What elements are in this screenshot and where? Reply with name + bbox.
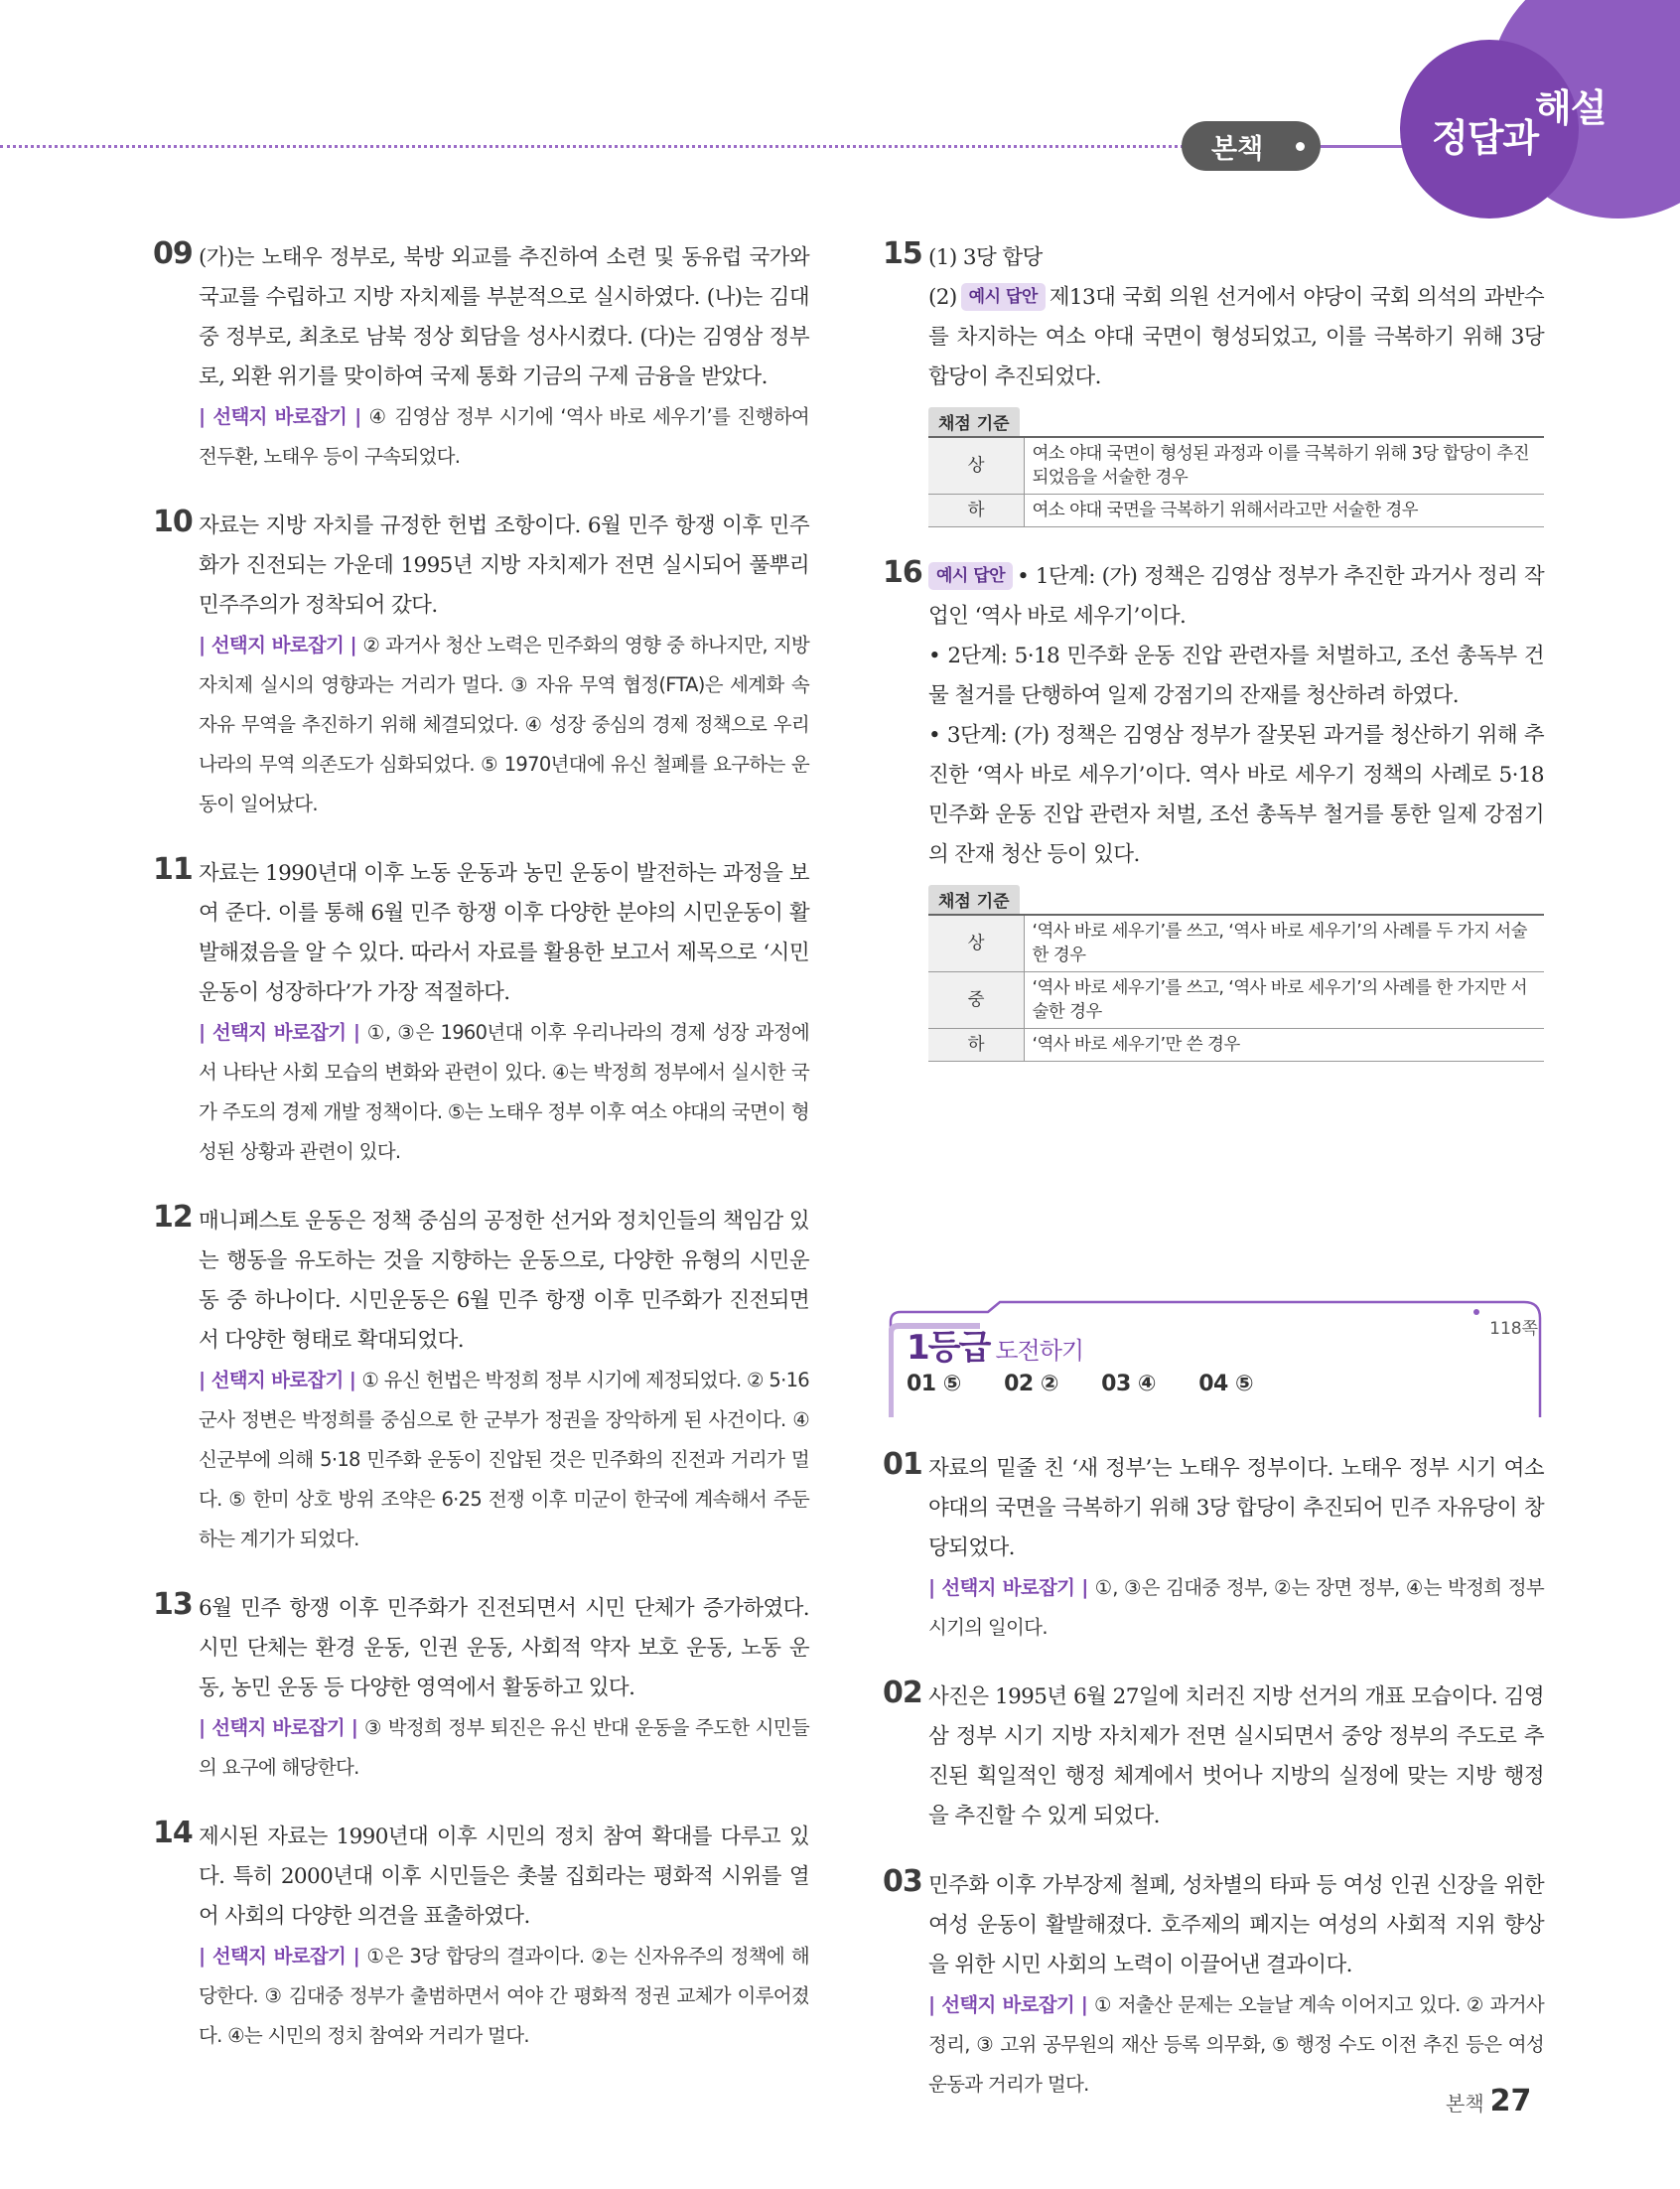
explanation-text: (가)는 노태우 정부로, 북방 외교를 추진하여 소련 및 동유럽 국가와 국교를 수립하고 지방 자치제를 부분적으로 실시하였다. (나)는 김대중 정부로, 최초로 남북 정상 회담을 성사시켰다. (다)는 김영삼 정부로, 외환 위기를 맞이하여 국제 통화 기금의 구제 금융을 받았다.: [199, 245, 809, 389]
grade-answer: 01 ⑤: [907, 1372, 961, 1396]
grade-title: [907, 1320, 1083, 1369]
footer-book-label: 본책: [1446, 2092, 1484, 2116]
answer-part-2-prefix: (2): [928, 285, 957, 310]
question-number: 09: [153, 236, 193, 271]
choice-correction: | 선택지 바로잡기 | ③ 박정희 정부 퇴진은 유신 반대 운동을 주도한 시민들의 요구에 해당한다.: [199, 1716, 809, 1779]
grade-answer: 02 ②: [1004, 1372, 1058, 1396]
choice-correction-label: 선택지 바로잡기: [210, 1369, 344, 1391]
grade-answer: 04 ⑤: [1198, 1372, 1254, 1396]
right-column: [883, 236, 1544, 2134]
grade-question-02: [883, 1676, 1544, 1836]
choice-correction: | 선택지 바로잡기 | ①은 3당 합당의 결과이다. ②는 신자유주의 정책에 해당한다. ③ 김대중 정부가 출범하면서 여야 간 평화적 정권 교체가 이루어졌다. ④는 시민의 정치 참여와 거리가 멀다.: [199, 1945, 809, 2047]
question-number: 13: [153, 1587, 193, 1622]
score-criterion: ‘역사 바로 세우기’를 쓰고, ‘역사 바로 세우기’의 사례를 두 가지 서술한 경우: [1024, 915, 1544, 972]
page-number: 27: [1489, 2084, 1532, 2118]
explanation-text: 매니페스토 운동은 정책 중심의 공정한 선거와 정치인들의 책임감 있는 행동을 유도하는 것을 지향하는 운동으로, 다양한 유형의 시민운동 중 하나이다. 시민운동은 6월 민주 항쟁 이후 민주화가 진전되면서 다양한 형태로 확대되었다.: [199, 1209, 809, 1353]
question-11: [153, 852, 809, 1172]
question-number: 02: [883, 1676, 922, 1710]
table-row: [928, 437, 1544, 495]
choice-correction-text: ①, ③은 김대중 정부, ②는 장면 정부, ④는 박정희 정부 시기의 일이다.: [928, 1576, 1544, 1639]
choice-correction: | 선택지 바로잡기 | ① 저출산 문제는 오늘날 계속 이어지고 있다. ② 과거사 정리, ③ 고위 공무원의 재산 등록 의무화, ⑤ 행정 수도 이전 추진 등은 여성 운동과 거리가 멀다.: [928, 1993, 1544, 2096]
score-criterion: ‘역사 바로 세우기’만 쓴 경우: [1024, 1029, 1544, 1062]
answer-part-2: [928, 278, 1544, 397]
grade-challenge-box: [889, 1300, 1544, 1419]
choice-correction-label: 선택지 바로잡기: [211, 1021, 347, 1044]
question-15: [883, 236, 1544, 527]
answer-part-1: (1) 3당 합당: [928, 245, 1043, 270]
choice-correction-text: ② 과거사 청산 노력은 민주화의 영향 중 하나지만, 지방 자치제 실시의 영향과는 거리가 멀다. ③ 자유 무역 협정(FTA)은 세계화 속 자유 무역을 추진하기 위해 체결되었다. ④ 성장 중심의 경제 정책으로 우리나라의 무역 의존도가 심화되었다. ⑤ 1970년대에 유신 철폐를 요구하는 운동이 일어났다.: [199, 634, 809, 815]
grade-question-01: [883, 1447, 1544, 1648]
score-criterion: 여소 야대 국면이 형성된 과정과 이를 극복하기 위해 3당 합당이 추진되었음을 서술한 경우: [1024, 437, 1544, 495]
grade-answer-list: [907, 1372, 1289, 1396]
choice-correction-text: ① 유신 헌법은 박정희 정부 시기에 제정되었다. ② 5·16 군사 정변은 박정희를 중심으로 한 군부가 정권을 장악하게 된 사건이다. ④ 신군부에 의해 5·18 민주화 운동이 진압된 것은 민주화의 진전과 거리가 멀다. ⑤ 한미 상호 방위 조약은 6·25 전쟁 이후 미군이 한국에 계속해서 주둔하는 계기가 되었다.: [199, 1369, 809, 1550]
question-number: 15: [883, 236, 922, 271]
score-criterion: 여소 야대 국면을 극복하기 위해서라고만 서술한 경우: [1024, 495, 1544, 527]
header-solid-rule: [1321, 145, 1410, 148]
score-level: 하: [928, 1029, 1024, 1062]
question-14: [153, 1816, 809, 2056]
header-dotted-rule: [0, 145, 1201, 148]
scoring-table-title: 채점 기준: [928, 407, 1020, 436]
choice-correction-text: ④ 김영삼 정부 시기에 ‘역사 바로 세우기’를 진행하여 전두환, 노태우 등이 구속되었다.: [199, 405, 809, 468]
choice-correction: | 선택지 바로잡기 | ① 유신 헌법은 박정희 정부 시기에 제정되었다. ② 5·16 군사 정변은 박정희를 중심으로 한 군부가 정권을 장악하게 된 사건이다. ④ 신군부에 의해 5·18 민주화 운동이 진압된 것은 민주화의 진전과 거리가 멀다. ⑤ 한미 상호 방위 조약은 6·25 전쟁 이후 미군이 한국에 계속해서 주둔하는 계기가 되었다.: [199, 1369, 809, 1550]
choice-correction-text: ① 저출산 문제는 오늘날 계속 이어지고 있다. ② 과거사 정리, ③ 고위 공무원의 재산 등록 의무화, ⑤ 행정 수도 이전 추진 등은 여성 운동과 거리가 멀다.: [928, 1993, 1544, 2096]
answer-step-1-text: • 1단계: (가) 정책은 김영삼 정부가 추진한 과거사 정리 작업인 ‘역사 바로 세우기’이다.: [928, 564, 1544, 629]
choice-correction: | 선택지 바로잡기 | ② 과거사 청산 노력은 민주화의 영향 중 하나지만, 지방 자치제 실시의 영향과는 거리가 멀다. ③ 자유 무역 협정(FTA)은 세계화 속 자유 무역을 추진하기 위해 체결되었다. ④ 성장 중심의 경제 정책으로 우리나라의 무역 의존도가 심화되었다. ⑤ 1970년대에 유신 철폐를 요구하는 운동이 일어났다.: [199, 634, 809, 815]
score-level: 중: [928, 972, 1024, 1029]
choice-correction: | 선택지 바로잡기 | ④ 김영삼 정부 시기에 ‘역사 바로 세우기’를 진행하여 전두환, 노태우 등이 구속되었다.: [199, 405, 809, 468]
table-row: [928, 495, 1544, 527]
choice-correction: | 선택지 바로잡기 | ①, ③은 김대중 정부, ②는 장면 정부, ④는 박정희 정부 시기의 일이다.: [928, 1576, 1544, 1639]
choice-correction-label: 선택지 바로잡기: [210, 634, 345, 657]
question-number: 12: [153, 1200, 193, 1235]
question-10: [153, 505, 809, 824]
scoring-table-title: 채점 기준: [928, 885, 1020, 914]
question-number: 10: [153, 505, 193, 539]
explanation-text: 자료의 밑줄 친 ‘새 정부’는 노태우 정부이다. 노태우 정부 시기 여소 야대의 국면을 극복하기 위해 3당 합당이 추진되어 민주 자유당이 창당되었다.: [928, 1456, 1544, 1560]
choice-correction-text: ①은 3당 합당의 결과이다. ②는 신자유주의 정책에 해당한다. ③ 김대중 정부가 출범하면서 여야 간 평화적 정권 교체가 이루어졌다. ④는 시민의 정치 참여와 거리가 멀다.: [199, 1945, 809, 2047]
table-row: [928, 1029, 1544, 1062]
question-number: 11: [153, 852, 193, 887]
explanation-text: 제시된 자료는 1990년대 이후 시민의 정치 참여 확대를 다루고 있다. 특히 2000년대 이후 시민들은 촛불 집회라는 평화적 시위를 열어 사회의 다양한 의견을 표출하였다.: [199, 1824, 809, 1929]
score-level: 상: [928, 915, 1024, 972]
grade-title-sub: 도전하기: [995, 1337, 1084, 1365]
corner-title-explanations: 해설: [1535, 86, 1607, 130]
explanation-text: 자료는 1990년대 이후 노동 운동과 농민 운동이 발전하는 과정을 보여 준다. 이를 통해 6월 민주 항쟁 이후 다양한 분야의 시민운동이 활발해졌음을 알 수 있다. 따라서 자료를 활용한 보고서 제목으로 ‘시민운동이 성장하다’가 가장 적절하다.: [199, 861, 809, 1005]
scoring-table: [928, 436, 1544, 527]
explanation-text: 민주화 이후 가부장제 철폐, 성차별의 타파 등 여성 인권 신장을 위한 여성 운동이 활발해졌다. 호주제의 폐지는 여성의 사회적 지위 향상을 위한 시민 사회의 노력이 이끌어낸 결과이다.: [928, 1873, 1544, 1977]
page-footer: [1446, 2084, 1531, 2118]
question-number: 01: [883, 1447, 922, 1482]
score-level: 상: [928, 437, 1024, 495]
question-09: [153, 236, 809, 477]
corner-title-answers: 정답과: [1432, 116, 1539, 160]
book-section-pill: [1182, 121, 1321, 171]
explanation-text: 사진은 1995년 6월 27일에 치러진 지방 선거의 개표 모습이다. 김영삼 정부 시기 지방 자치제가 전면 실시되면서 중앙 정부의 주도로 추진된 획일적인 행정 체계에서 벗어나 지방의 실정에 맞는 지방 행정을 추진할 수 있게 되었다.: [928, 1684, 1544, 1828]
score-level: 하: [928, 495, 1024, 527]
choice-correction-label: 선택지 바로잡기: [941, 1993, 1074, 2016]
question-number: 14: [153, 1816, 193, 1850]
choice-correction-label: 선택지 바로잡기: [941, 1576, 1075, 1599]
question-number: 16: [883, 555, 922, 590]
table-row: [928, 972, 1544, 1029]
grade-question-03: [883, 1864, 1544, 2105]
choice-correction-label: 선택지 바로잡기: [211, 1716, 345, 1739]
question-number: 03: [883, 1864, 922, 1899]
score-criterion: ‘역사 바로 세우기’를 쓰고, ‘역사 바로 세우기’의 사례를 한 가지만 서술한 경우: [1024, 972, 1544, 1029]
sample-answer-badge: 예시 답안: [961, 283, 1046, 311]
choice-correction-label: 선택지 바로잡기: [212, 405, 348, 428]
grade-title-main: 1등급: [907, 1328, 990, 1368]
book-section-label: 본책: [1211, 133, 1264, 165]
choice-correction-text: ①, ③은 1960년대 이후 우리나라의 경제 성장 과정에서 나타난 사회 모습의 변화와 관련이 있다. ④는 박정희 정부에서 실시한 국가 주도의 경제 개발 정책이다. ⑤는 노태우 정부 이후 여소 야대의 국면이 형성된 상황과 관련이 있다.: [199, 1021, 809, 1163]
answer-step-2: • 2단계: 5·18 민주화 운동 진압 관련자를 처벌하고, 조선 총독부 건물 철거를 단행하여 일제 강점기의 잔재를 청산하려 하였다.: [928, 644, 1544, 708]
choice-correction: | 선택지 바로잡기 | ①, ③은 1960년대 이후 우리나라의 경제 성장 과정에서 나타난 사회 모습의 변화와 관련이 있다. ④는 박정희 정부에서 실시한 국가 주도의 경제 개발 정책이다. ⑤는 노태우 정부 이후 여소 야대의 국면이 형성된 상황과 관련이 있다.: [199, 1021, 809, 1163]
choice-correction-text: ③ 박정희 정부 퇴진은 유신 반대 운동을 주도한 시민들의 요구에 해당한다.: [199, 1716, 809, 1779]
question-13: [153, 1587, 809, 1788]
table-row: [928, 915, 1544, 972]
question-12: [153, 1200, 809, 1559]
choice-correction-label: 선택지 바로잡기: [211, 1945, 347, 1968]
question-16: [883, 555, 1544, 1062]
grade-answer: 03 ④: [1101, 1372, 1157, 1396]
explanation-text: 6월 민주 항쟁 이후 민주화가 진전되면서 시민 단체가 증가하였다. 시민 단체는 환경 운동, 인권 운동, 사회적 약자 보호 운동, 노동 운동, 농민 운동 등 다양한 영역에서 활동하고 있다.: [199, 1596, 809, 1700]
left-column: [153, 236, 809, 2086]
scoring-table: [928, 914, 1544, 1062]
answer-part-2-text: 제13대 국회 의원 선거에서 야당이 국회 의석의 과반수를 차지하는 여소 야대 국면이 형성되었고, 이를 극복하기 위해 3당 합당이 추진되었다.: [928, 285, 1544, 389]
grade-page-ref: 118쪽: [1489, 1319, 1538, 1339]
answer-step-3: • 3단계: (가) 정책은 김영삼 정부가 잘못된 과거를 청산하기 위해 추진한 ‘역사 바로 세우기’이다. 역사 바로 세우기 정책의 사례로 5·18 민주화 운동 진압 관련자 처벌, 조선 총독부 철거를 통한 일제 강점기의 잔재 청산 등이 있다.: [928, 723, 1544, 867]
pill-dot-icon: [1296, 142, 1305, 151]
explanation-text: 자료는 지방 자치를 규정한 헌법 조항이다. 6월 민주 항쟁 이후 민주화가 진전되는 가운데 1995년 지방 자치제가 전면 실시되어 풀뿌리 민주주의가 정착되어 갔다.: [199, 513, 809, 618]
answer-step-1: [928, 557, 1544, 637]
sample-answer-badge: 예시 답안: [928, 562, 1013, 590]
